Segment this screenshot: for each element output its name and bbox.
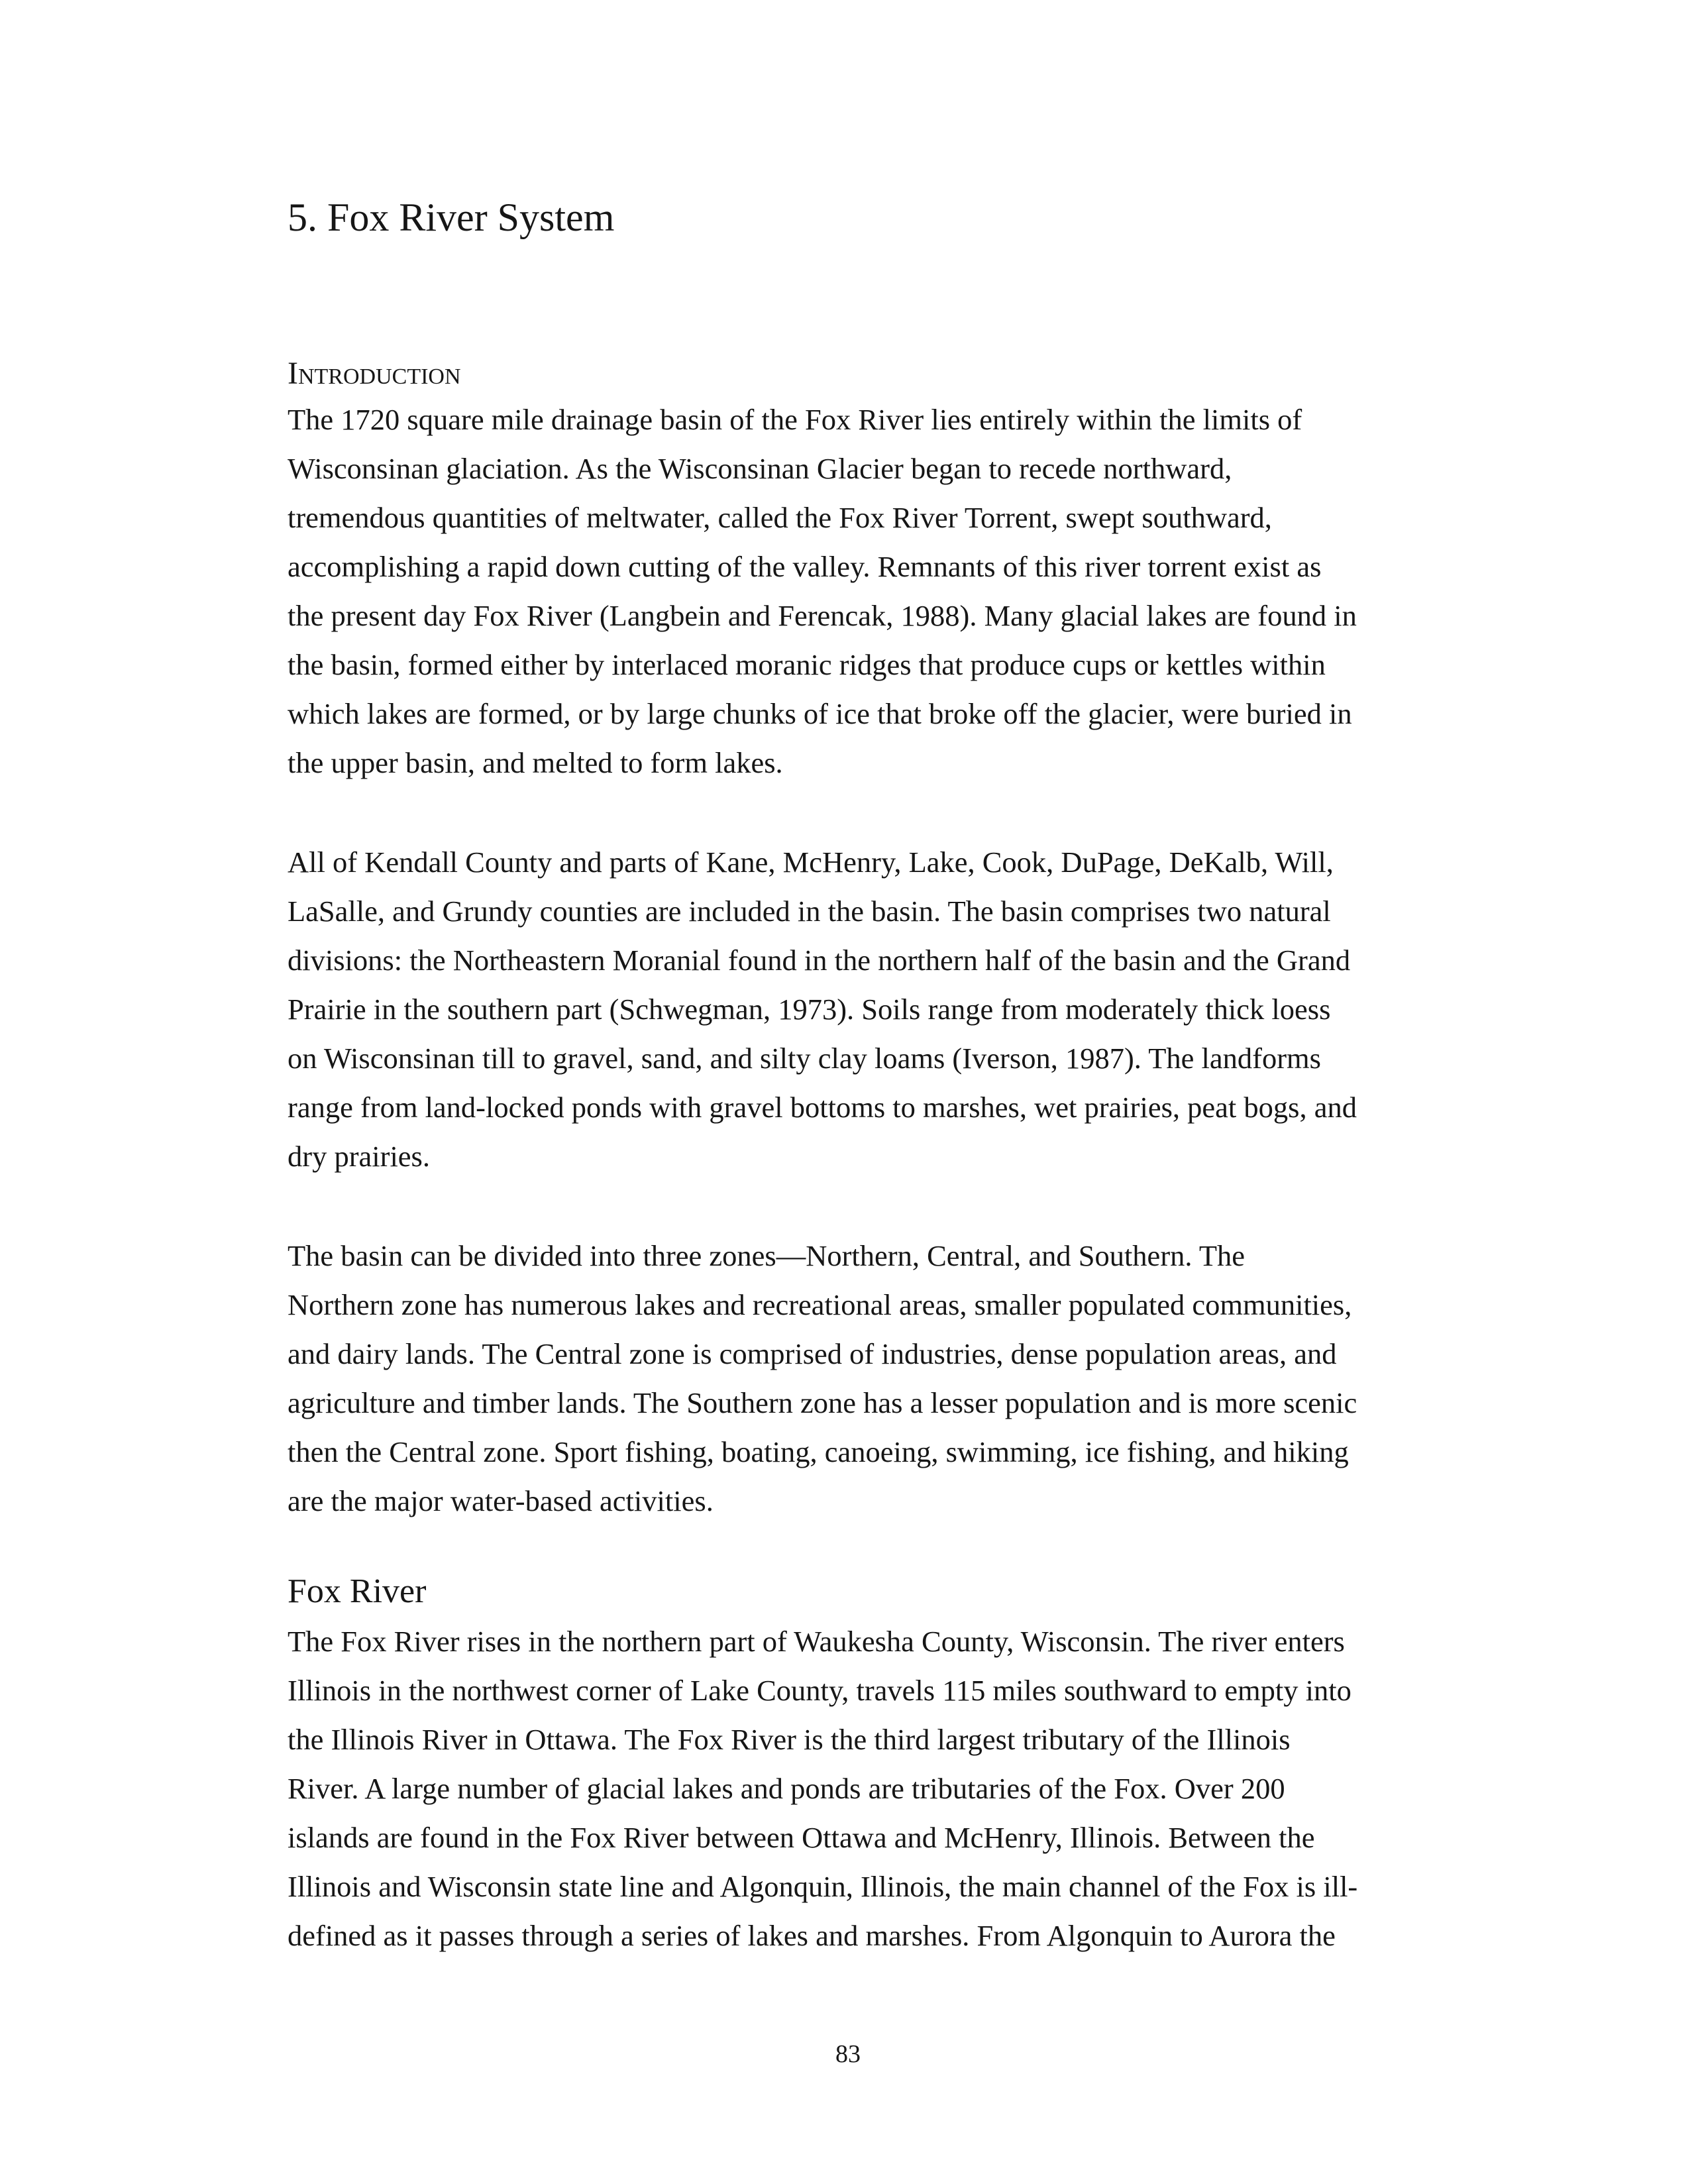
text-line: Prairie in the southern part (Schwegman, 1973). Soils range from moderately thick loess [288,993,1331,1026]
paragraph-fox-river [288,1617,1357,1960]
text-line: and dairy lands. The Central zone is comprised of industries, dense population areas, and [288,1337,1337,1370]
text-line: The 1720 square mile drainage basin of the Fox River lies entirely within the limits of [288,403,1302,436]
text-line: are the major water-based activities. [288,1484,714,1517]
text-line: All of Kendall County and parts of Kane, McHenry, Lake, Cook, DuPage, DeKalb, Will, [288,846,1334,879]
chapter-title: 5. Fox River System [288,195,615,239]
text-line: Illinois and Wisconsin state line and Algonquin, Illinois, the main channel of the Fox is ill- [288,1870,1358,1903]
paragraph-zones [288,1231,1357,1525]
text-line: dry prairies. [288,1140,431,1173]
text-line: the present day Fox River (Langbein and Ferencak, 1988). Many glacial lakes are found in [288,599,1357,632]
text-line: range from land-locked ponds with gravel bottoms to marshes, wet prairies, peat bogs, and [288,1091,1357,1124]
text-line: agriculture and timber lands. The Southern zone has a lesser population and is more scenic [288,1386,1357,1419]
text-line: Illinois in the northwest corner of Lake County, travels 115 miles southward to empty into [288,1674,1352,1707]
text-line: tremendous quantities of meltwater, called the Fox River Torrent, swept southward, [288,501,1272,534]
text-line: on Wisconsinan till to gravel, sand, and silty clay loams (Iverson, 1987). The landforms [288,1042,1321,1075]
text-line: Northern zone has numerous lakes and recreational areas, smaller populated communities, [288,1288,1352,1321]
section-heading-introduction: Introduction [288,356,461,391]
text-line: Wisconsinan glaciation. As the Wisconsinan Glacier began to recede northward, [288,452,1232,485]
text-line: defined as it passes through a series of lakes and marshes. From Algonquin to Aurora the [288,1919,1336,1952]
text-line: the Illinois River in Ottawa. The Fox River is the third largest tributary of the Illinois [288,1723,1291,1756]
paragraph-counties [288,838,1357,1181]
text-line: then the Central zone. Sport fishing, boating, canoeing, swimming, ice fishing, and hiking [288,1435,1349,1468]
text-line: LaSalle, and Grundy counties are included in the basin. The basin comprises two natural [288,895,1331,928]
page-number: 83 [835,2040,861,2068]
text-line: divisions: the Northeastern Moranial found in the northern half of the basin and the Grand [288,944,1351,977]
text-line: which lakes are formed, or by large chunks of ice that broke off the glacier, were buried in [288,697,1352,730]
text-line: The basin can be divided into three zones—Northern, Central, and Southern. The [288,1239,1246,1272]
text-line: The Fox River rises in the northern part of Waukesha County, Wisconsin. The river enters [288,1625,1345,1658]
paragraph-glaciation [288,395,1357,787]
text-line: River. A large number of glacial lakes and ponds are tributaries of the Fox. Over 200 [288,1772,1285,1805]
section-heading-fox-river: Fox River [288,1572,427,1610]
text-line: the basin, formed either by interlaced moranic ridges that produce cups or kettles within [288,648,1326,681]
text-line: the upper basin, and melted to form lakes. [288,746,783,779]
text-line: accomplishing a rapid down cutting of the valley. Remnants of this river torrent exist as [288,550,1322,583]
text-line: islands are found in the Fox River between Ottawa and McHenry, Illinois. Between the [288,1821,1315,1854]
